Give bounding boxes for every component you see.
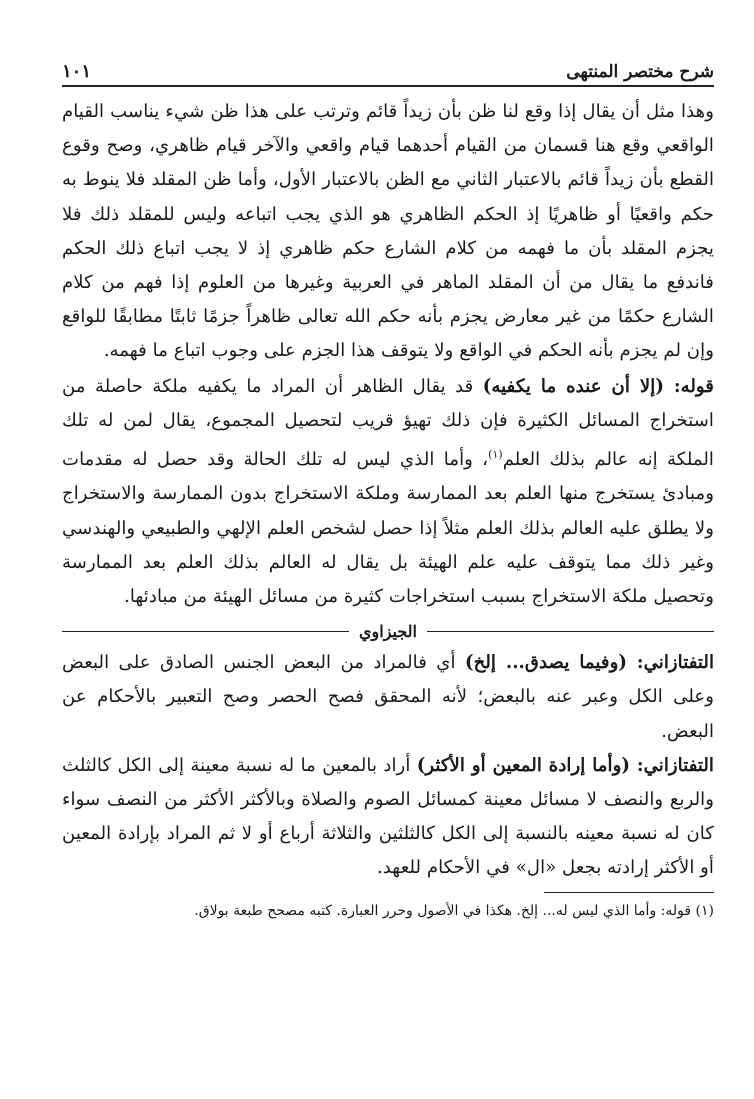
commentary-1-text: أي فالمراد من البعض الجنس الصادق على البعض وعلى الكل وعبر عنه بالبعض؛ لأنه المحقق فصح الحصر وصح التعبير بالأحكام عن البعض. (62, 652, 714, 742)
paragraph-2 (62, 370, 714, 614)
book-title: شرح مختصر المنتهى (566, 62, 714, 82)
separator-line-left (62, 631, 349, 632)
footnote: (١) قوله: وأما الذي ليس له... إلخ. هكذا في الأصول وحرر العبارة. كتبه مصحح طبعة بولاق. (194, 902, 714, 919)
commentary-section (62, 646, 714, 885)
running-header (62, 56, 714, 87)
paragraph-1: وهذا مثل أن يقال إذا وقع لنا ظن بأن زيداً قائم وترتب على هذا ظن شيء يناسب القيام الواقعي وقع هنا قسمان من القيام أحدهما قيام واقعي والآخر قيام ظاهري، وصح وقوع القطع بأن زيداً قائم بالاعتبار الثاني مع الظن بالاعتبار الأول، وأما ظن المقلد فلا ينوط به حكم واقعيًا أو ظاهريًا إذ الحكم الظاهري هو الذي يجب اتباعه وليس للمقلد ذلك فلا يجزم المقلد بأن ما فهمه من كلام الشارع حكم ظاهري إذ لا يجب اتباع ذلك الحكم فاندفع ما يقال من أن المقلد الماهر في العربية وغيرها من العلوم إذا فهم من كلام الشارع حكمًا من غير معارض يجزم بأنه حكم الله تعالى ظاهراً جزمًا ثابتًا مطابقًا للواقع وإن لم يجزم بأنه الحكم في الواقع ولا يتوقف هذا الجزم على وجوب اتباع ما فهمه. (62, 101, 714, 362)
commentary-separator (62, 620, 714, 642)
paragraph-2-label: قوله: (إلا أن عنده ما يكفيه) (482, 375, 714, 397)
paragraph-2-text-b: ، وأما الذي ليس له تلك الحالة وقد حصل له مقدمات ومبادئ يستخرج منها العلم بعد الممارسة وملكة الاستخراج بدون الممارسة والاستخراج ولا يطلق عليه العالم بذلك العلم مثلاً إذا حصل لشخص العلم الإلهي والطبيعي والهندسي وغير ذلك مما يتوقف عليه علم الهيئة بل يقال له العالم بذلك العلم بعد الممارسة وتحصيل ملكة الاستخراج بسبب استخراجات كثيرة من مسائل الهيئة من مبادئها. (62, 449, 714, 607)
commentary-2-label: التفتازاني: (وأما إرادة المعين أو الأكثر) (416, 754, 714, 776)
commentary-author: الجيزاوي (359, 621, 417, 641)
paragraph-2-text-a: قد يقال الظاهر أن المراد ما يكفيه ملكة حاصلة من استخراج المسائل الكثيرة فإن ذلك تهيؤ قريب لتحصيل المجموع، يقال لمن له تلك الملكة إنه عالم بذلك العلم (62, 375, 714, 471)
commentary-1 (62, 646, 714, 749)
commentary-2-text: أراد بالمعين ما له نسبة معينة إلى الكل كالثلث والربع والنصف لا مسائل معينة كمسائل الصوم والصلاة وبالأكثر الأكثر من النصف سواء كان له نسبة معينه بالنسبة إلى الكل كالثلثين والثلاثة أرباع أو لا ثم المراد بإرادة المعين أو الأكثر إرادته بجعل «ال» في الأحكام للعهد. (62, 754, 714, 879)
footnote-rule (544, 892, 714, 893)
book-page (62, 56, 714, 925)
commentary-2 (62, 749, 714, 886)
commentary-1-label: التفتازاني: (وفيما يصدق... إلخ) (465, 652, 714, 674)
footnote-marker: (١) (488, 448, 503, 462)
main-text (62, 95, 714, 614)
page-number: ١٠١ (62, 61, 92, 82)
separator-line-right (427, 631, 714, 632)
